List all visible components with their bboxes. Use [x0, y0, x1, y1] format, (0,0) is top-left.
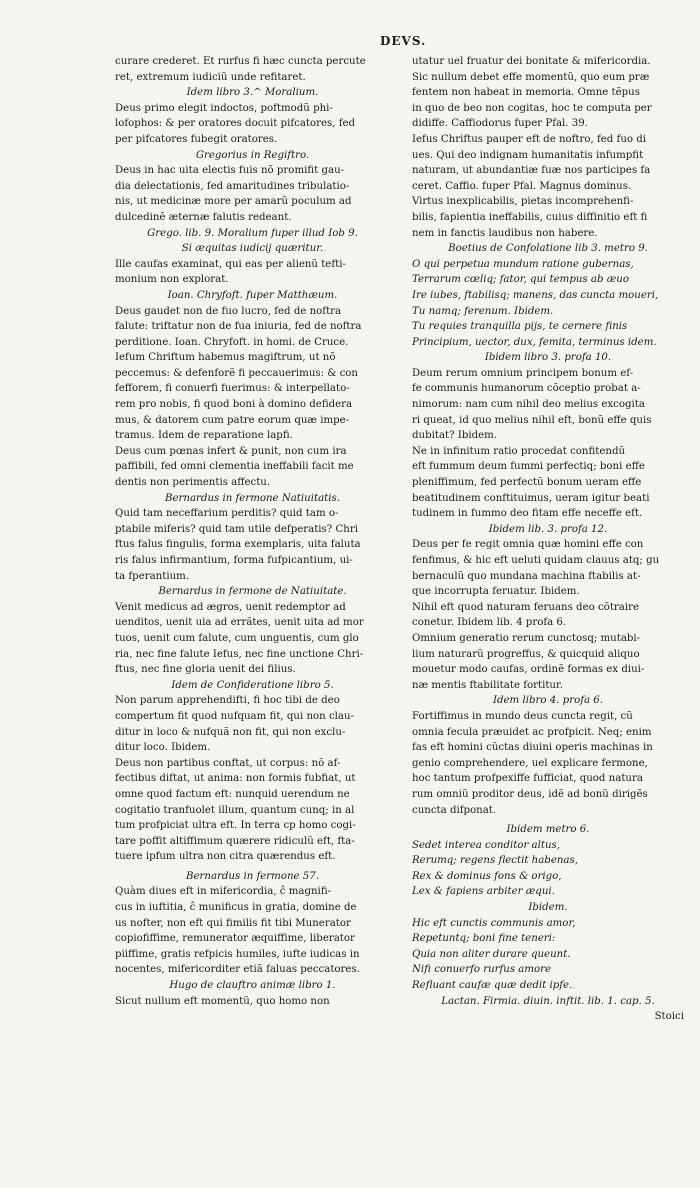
- text-line: Ne in infinitum ratio procedat confitendũ: [412, 445, 626, 457]
- text-line: Ire iubes, ftabilisq; manens, das cuncta moueri,: [412, 289, 659, 301]
- text-line: eft fummum deum fummi perfectiq; boni effe: [412, 461, 645, 473]
- text-line: Quia non aliter durare queunt.: [412, 948, 571, 960]
- text-line: dulcedinẽ æternæ falutis redeant.: [115, 211, 292, 223]
- text-line: tramus. Idem de reparatione lapfi.: [115, 430, 293, 442]
- text-line: nocentes, mifericorditer etiã faluas peccatores.: [115, 964, 360, 976]
- text-line: Sic nullum debet effe momentũ, quo eum præ: [412, 71, 650, 83]
- text-line: didiffe. Caffiodorus fuper Pfal. 39.: [412, 118, 588, 130]
- text-line: copiofiffime, remunerator æquiffime, liberator: [115, 933, 355, 945]
- text-line: ta fperantium.: [115, 570, 190, 582]
- source-citation: Bernardus in fermone de Natiuitate.: [158, 586, 347, 598]
- text-line: utatur uel fruatur dei bonitate & mifericordia.: [412, 56, 651, 67]
- text-line: Quàm diues eft in mifericordia, ĉ magnifi-: [115, 886, 332, 898]
- text-line: ditur in loco & nufquã non fit, qui non exclu-: [115, 726, 346, 738]
- text-line: Omnium generatio rerum cunctosq; mutabi-: [412, 632, 641, 644]
- text-line: conetur. Ibidem lib. 4 profa 6.: [412, 617, 567, 629]
- source-citation: Hugo de clauftro animæ libro 1.: [169, 980, 336, 992]
- text-line: tum profpiciat ultra eft. In terra cp homo cogi-: [115, 820, 356, 832]
- text-line: fentem non habeat in memoria. Omne tẽpus: [412, 87, 640, 99]
- text-line: Ille caufas examinat, qui eas per alienũ tefti-: [115, 258, 346, 270]
- text-line: uenditos, uenit uia ad errãtes, uenit uita ad mor: [115, 617, 364, 629]
- text-line: Principium, uector, dux, femita, terminus idem.: [412, 336, 657, 348]
- text-line: Virtus inexplicabilis, pietas incomprehenfi-: [412, 196, 634, 208]
- right-column: [412, 54, 684, 1025]
- text-line: ftus falus fingulis, forma exemplaris, uita faluta: [115, 539, 361, 551]
- text-line: fenfimus, & hic eft ueluti quidam clauus atq; gu: [412, 555, 660, 566]
- text-line: ditur loco. Ibidem.: [115, 742, 211, 754]
- source-citation: Gregorius in Regiftro.: [195, 149, 310, 161]
- text-line: nis, ut medicinæ more per amarũ poculum ad: [115, 196, 352, 208]
- source-citation: Ibidem lib. 3. profa 12.: [488, 523, 608, 535]
- text-line: tare poffit altiffimum quærere ridiculũ eft, fta-: [115, 835, 355, 847]
- text-line: nem in fanctis laudibus non habere.: [412, 227, 598, 239]
- text-line: mouetur modo caufas, ordinẽ formas ex diui-: [412, 664, 645, 676]
- text-line: fefforem, fi conuerfi fuerimus: & interpellato-: [115, 383, 350, 395]
- text-line: Rex & dominus fons & origo,: [412, 870, 562, 882]
- text-line: cuncta difponat.: [412, 804, 497, 816]
- text-line: mus, & datorem cum patre eorum quæ impe-: [115, 414, 350, 426]
- text-line: Deus gaudet non de fuo lucro, fed de noftra: [115, 305, 342, 317]
- text-line: Hic eft cunctis communis amor,: [412, 917, 576, 929]
- text-line: Refluant caufæ quæ dedit ipfe.: [412, 980, 573, 992]
- text-line: paffibili, fed omni clementia ineffabili facit me: [115, 461, 354, 473]
- text-line: Quid tam neceffarium perditis? quid tam o-: [115, 508, 339, 520]
- text-line: beatitudinem conftituimus, ueram igitur beati: [412, 492, 650, 504]
- text-line: Sedet interea conditor altus,: [412, 839, 561, 851]
- text-line: ptabile miferis? quid tam utile defperatis? Chri: [115, 523, 358, 535]
- text-line: Deum rerum omnium principem bonum ef-: [412, 367, 634, 379]
- text-line: fectibus diftat, ut anima: non formis fubfiat, ut: [115, 773, 356, 785]
- text-line: Non parum apprehendifti, fi hoc tibi de deo: [115, 695, 340, 707]
- source-citation: Grego. lib. 9. Moralium fuper illud Iob 9.: [147, 227, 358, 239]
- text-line: hoc tantum profpexiffe fufficiat, quod natura: [412, 773, 643, 785]
- text-line: perditione. Ioan. Chryfoft. in homi. de Cruce.: [115, 336, 349, 348]
- text-line: genio comprehendere, uel explicare fermone,: [412, 757, 648, 769]
- text-line: compertum fit quod nufquam fit, qui non clau-: [115, 710, 355, 722]
- text-line: Sicut nullum eft momentũ, quo homo non: [115, 995, 330, 1007]
- running-header: [0, 34, 700, 50]
- text-line: rum omniũ proditor deus, idẽ ad bonũ dirigẽs: [412, 788, 648, 800]
- text-line: naturam, ut abundantiæ fuæ nos participes fa: [412, 165, 651, 177]
- source-citation: Ioan. Chryfoft. fuper Matthæum.: [167, 289, 338, 301]
- text-line: in quo de beo non cogitas, hoc te computa per: [412, 102, 652, 114]
- text-line: Iefus Chriftus pauper eft de noftro, fed fuo di: [412, 133, 647, 145]
- text-line: Nihil eft quod naturam feruans deo cõtraire: [412, 601, 640, 613]
- text-line: que incorrupta feruatur. Ibidem.: [412, 586, 580, 598]
- text-line: Rerumq; regens flectit habenas,: [412, 855, 578, 867]
- text-line: monium non explorat.: [115, 274, 229, 286]
- text-line: dia delectationis, fed amaritudines tribulatio-: [115, 180, 350, 192]
- text-line: Terrarum cœliq; fator, qui tempus ab æuo: [412, 274, 629, 286]
- page-title: DEVS.: [380, 34, 427, 48]
- text-line: tuere ipfum ultra non citra quærendus eft.: [115, 851, 336, 863]
- source-citation: Si æquitas iudicij quæritur.: [181, 243, 324, 255]
- text-line: ria, nec fine falute Iefus, nec fine unctione Chri-: [115, 648, 364, 660]
- text-line: Repetuntq; boni fine teneri:: [412, 933, 556, 945]
- text-line: us nofter, non eft qui fimilis fit tibi Munerator: [115, 917, 351, 929]
- text-line: ceret. Caffio. fuper Pfal. Magnus dominus.: [412, 180, 632, 192]
- text-line: Deus per fe regit omnia quæ homini effe con: [412, 539, 644, 551]
- text-line: tuos, uenit cum falute, cum unguentis, cum glo: [115, 632, 359, 644]
- text-line: cogitatio tranfuolet illum, quantum cunq; in al: [115, 804, 355, 816]
- text-line: dubitat? Ibidem.: [412, 430, 498, 442]
- text-line: omne quod factum eft: nunquid uerendum ne: [115, 788, 350, 800]
- text-line: Fortiffimus in mundo deus cuncta regit, cũ: [412, 710, 633, 722]
- text-line: omnia fecula præuidet ac profpicit. Neq; enim: [412, 726, 652, 738]
- text-line: bernaculũ quo mundana machina ftabilis at-: [412, 570, 641, 582]
- source-citation: Bernardus in fermone 57.: [186, 870, 319, 882]
- text-line: Lex & fapiens arbiter æqui.: [412, 886, 555, 898]
- text-line: Tu requies tranquilla pijs, te cernere finis: [412, 321, 628, 333]
- text-line: Deus primo elegit indoctos, poftmodũ phi-: [115, 102, 333, 114]
- text-line: nimorum: nam cum nihil deo melius excogita: [412, 399, 645, 411]
- text-line: ues. Qui deo indignam humanitatis infumpfit: [412, 149, 644, 161]
- text-line: ri queat, id quo melius nihil eft, bonũ effe quis: [412, 414, 652, 426]
- source-citation: Ibidem metro 6.: [506, 824, 590, 836]
- text-line: pleniffimum, fed perfectũ bonum ueram effe: [412, 477, 642, 489]
- text-line: Deus in hac uita electis fuis nõ promifit gau-: [115, 165, 345, 177]
- text-line: lium naturarũ progreffus, & quicquid aliquo: [412, 648, 640, 660]
- source-citation: Idem libro 3.^ Moralium.: [186, 87, 319, 99]
- text-line: Iefum Chriftum habemus magiftrum, ut nõ: [115, 352, 336, 364]
- source-citation: Idem de Confideratione libro 5.: [171, 679, 334, 691]
- text-line: ret, extremum iudiciũ unde refitaret.: [115, 71, 306, 83]
- text-line: fe communis humanorum cõceptio probat a-: [412, 383, 641, 395]
- source-citation: Idem libro 4. profa 6.: [492, 695, 604, 707]
- left-column: [115, 54, 390, 1009]
- text-line: ris falus infirmantium, forma fufpicantium, ui-: [115, 555, 353, 566]
- text-line: lofophos: & per oratores docuit pifcatores, fed: [115, 118, 356, 130]
- text-line: Deus cum pœnas infert & punit, non cum ira: [115, 445, 347, 457]
- text-line: Deus non partibus conftat, ut corpus: nõ af-: [115, 757, 341, 769]
- text-line: Stoici: [654, 1011, 684, 1023]
- source-citation: Boetius de Confolatione lib 3. metro 9.: [448, 243, 648, 255]
- text-line: Nifi conuerfo rurfus amore: [412, 964, 552, 976]
- text-line: ftus, nec fine gloria uenit dei filius.: [115, 664, 296, 676]
- text-line: dentis non perimentis affectu.: [115, 477, 271, 489]
- source-citation: Ibidem libro 3. profa 10.: [484, 352, 612, 364]
- text-line: O qui perpetua mundum ratione gubernas,: [412, 258, 634, 270]
- text-line: rem pro nobis, fi quod boni à domino defidera: [115, 399, 353, 411]
- source-citation: Ibidem.: [528, 902, 568, 914]
- text-line: cus in iuftitia, ĉ munificus in gratia, domine de: [115, 902, 357, 914]
- text-line: tudinem in fummo deo fitam effe neceffe eft.: [412, 508, 643, 520]
- text-line: Tu namq; ferenum. Ibidem.: [412, 305, 554, 317]
- source-citation: Bernardus in fermone Natiuitatis.: [165, 492, 340, 504]
- text-line: piiffime, gratis refpicis humiles, iufte iudicas in: [115, 948, 360, 960]
- text-line: næ mentis ftabilitate fortitur.: [412, 679, 563, 691]
- text-line: falute: triftatur non de fua iniuria, fed de noftra: [115, 321, 362, 333]
- source-citation: Lactan. Firmia. diuin. inftit. lib. 1. cap. 5.: [441, 995, 655, 1007]
- text-line: Venit medicus ad ægros, uenit redemptor ad: [115, 601, 346, 613]
- text-line: fas eft homini cũctas diuini operis machinas in: [412, 742, 653, 754]
- text-line: peccemus: & defenforẽ fi peccauerimus: & con: [115, 367, 358, 379]
- text-line: curare crederet. Et rurfus fi hæc cuncta percute: [115, 56, 366, 67]
- text-line: per pifcatores fubegit oratores.: [115, 133, 278, 145]
- text-line: bilis, fapientia ineffabilis, cuius diffinitio eft fi: [412, 211, 648, 223]
